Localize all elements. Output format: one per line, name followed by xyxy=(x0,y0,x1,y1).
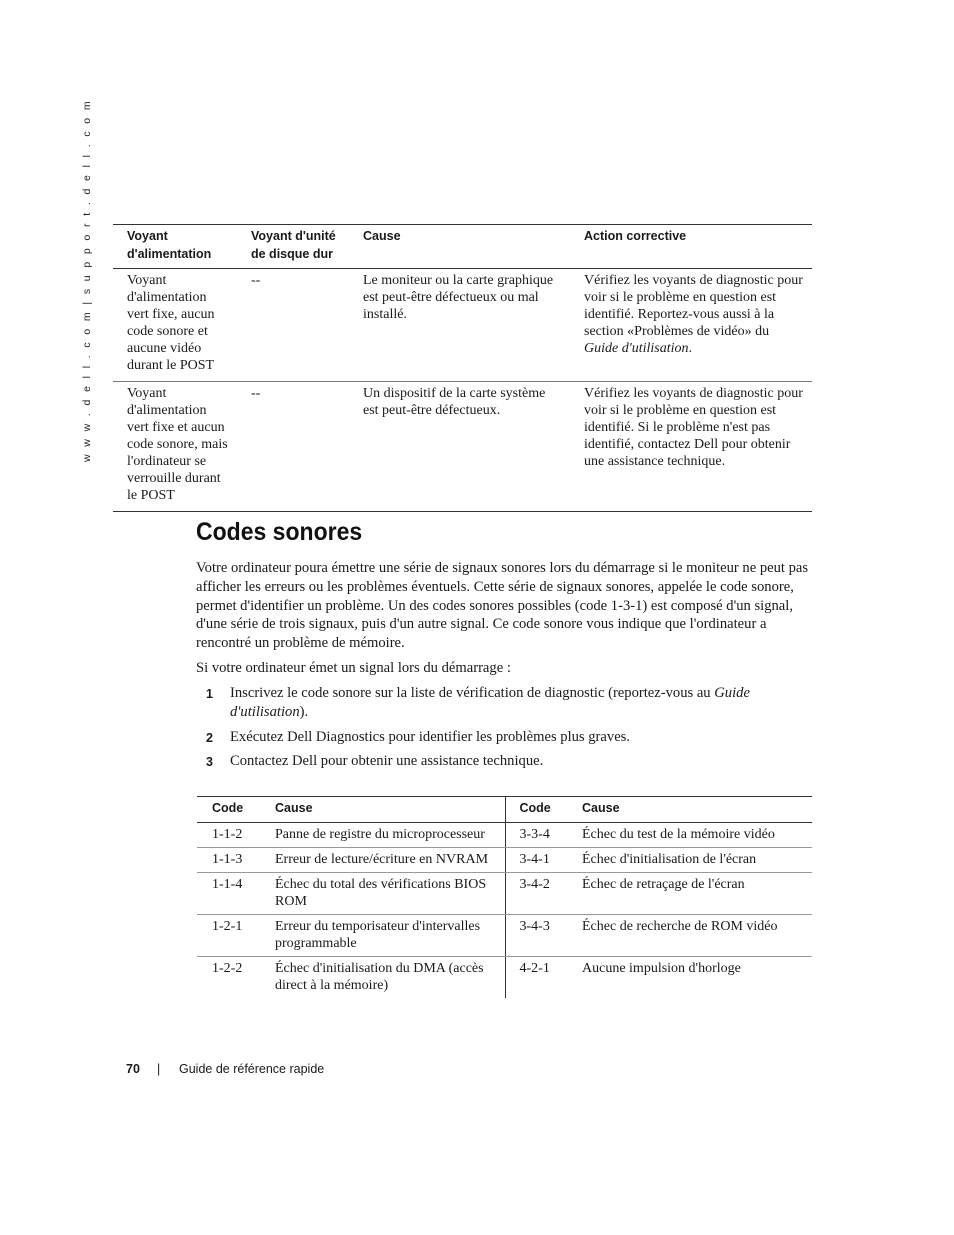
table-cell: Un dispositif de la carte système est peut-être défectueux. xyxy=(349,382,570,512)
step-text: Inscrivez le code sonore sur la liste de vérification de diagnostic (reportez-vous au xyxy=(230,685,715,701)
code-cell: 1-2-2 xyxy=(212,961,243,976)
cause-cell: Erreur du temporisateur d'intervalles programmable xyxy=(267,915,505,957)
code-cell: 4-2-1 xyxy=(505,957,574,999)
guide-reference: Guide d'utilisation xyxy=(584,341,689,356)
step-text: Contactez Dell pour obtenir une assistance technique. xyxy=(230,753,544,770)
column-header: Voyant d'alimentation xyxy=(113,225,237,269)
light-status-table xyxy=(113,224,812,512)
list-item xyxy=(196,684,812,722)
column-header: Code xyxy=(197,797,267,823)
column-header: Voyant d'unité de disque dur xyxy=(237,225,349,269)
column-header: Cause xyxy=(267,797,505,823)
step-number: 2 xyxy=(206,730,213,745)
cause-cell: Panne de registre du microprocesseur xyxy=(267,823,505,848)
step-text: ). xyxy=(299,703,309,720)
cause-cell: Échec de retraçage de l'écran xyxy=(574,873,812,915)
table-header-row xyxy=(197,797,812,823)
cause-cell: Erreur de lecture/écriture en NVRAM xyxy=(267,848,505,873)
cause-cell: Échec du total des vérifications BIOS ROM xyxy=(267,873,505,915)
footer-separator: | xyxy=(157,1062,161,1076)
table-row xyxy=(113,382,812,512)
code-cell: 3-4-3 xyxy=(505,915,574,957)
code-cell: 1-1-3 xyxy=(197,848,267,873)
column-header: Code xyxy=(505,797,574,823)
document-title: Guide de référence rapide xyxy=(179,1062,325,1076)
code-cell: 1-2-1 xyxy=(197,915,267,957)
table-header-row xyxy=(113,225,812,269)
table-cell: Voyant d'alimentation vert fixe et aucun code sonore, mais l'ordinateur se verrouille durant le POST xyxy=(113,382,237,512)
list-item xyxy=(196,752,812,771)
cause-cell: Échec d'initialisation du DMA (accès direct à la mémoire) xyxy=(275,961,484,993)
cell-text: . xyxy=(688,341,692,356)
cell-text: Vérifiez les voyants de diagnostic pour voir si le problème en question est identifié. Reportez-vous aussi à la section «Problèmes de vidéo» du xyxy=(584,273,803,339)
beep-codes-table xyxy=(197,796,812,998)
table-cell: -- xyxy=(237,269,349,382)
guide-reference: Guide d'utilisation xyxy=(230,685,750,720)
code-cell: 1-1-4 xyxy=(197,873,267,915)
list-item xyxy=(196,728,812,747)
table-cell: Vérifiez les voyants de diagnostic pour voir si le problème en question est identifié. Si le problème n'est pas identifié, contactez Dell pour obtenir une assistance technique. xyxy=(570,382,812,512)
table-row xyxy=(113,269,812,382)
table-cell: Voyant d'alimentation vert fixe, aucun code sonore et aucune vidéo durant le POST xyxy=(113,269,237,382)
cause-cell: Échec de recherche de ROM vidéo xyxy=(574,915,812,957)
column-header: Cause xyxy=(574,797,812,823)
table-row xyxy=(197,848,812,873)
code-cell: 3-3-4 xyxy=(505,823,574,848)
section-title: Codes sonores xyxy=(196,518,363,546)
cause-cell: Échec du test de la mémoire vidéo xyxy=(574,823,812,848)
step-number: 1 xyxy=(206,687,213,701)
step-number: 3 xyxy=(206,755,213,770)
code-cell: 3-4-1 xyxy=(505,848,574,873)
code-cell: 1-1-2 xyxy=(197,823,267,848)
table-cell: -- xyxy=(237,382,349,512)
column-header: Cause xyxy=(349,225,570,269)
intro-paragraph: Votre ordinateur poura émettre une série de signaux sonores lors du démarrage si le moniteur ne peut pas afficher les erreurs ou les problèmes éventuels. Cette série de signaux sonores, appelée le code sonore, permet d'identifier un problème. Un des codes sonores possibles (code 1-3-1) est composé d'un signal, d'une série de trois signaux, puis d'un autre signal. Ce code sonore vous indique que l'ordinateur a rencontré un problème de mémoire. xyxy=(196,560,809,652)
instruction-paragraph: Si votre ordinateur émet un signal lors du démarrage : xyxy=(196,660,511,676)
column-header: Action corrective xyxy=(570,225,812,269)
cause-cell: Échec d'initialisation de l'écran xyxy=(574,848,812,873)
code-cell: 3-4-2 xyxy=(505,873,574,915)
cause-cell: Aucune impulsion d'horloge xyxy=(582,961,741,976)
table-row xyxy=(197,873,812,915)
side-url: w w w . d e l l . c o m | s u p p o r t . d e l l . c o m xyxy=(81,98,93,462)
step-text: Exécutez Dell Diagnostics pour identifier les problèmes plus graves. xyxy=(230,728,630,745)
table-row xyxy=(197,823,812,848)
table-row xyxy=(197,915,812,957)
steps-list xyxy=(196,684,812,777)
table-cell xyxy=(570,269,812,382)
page-number: 70 xyxy=(126,1062,140,1076)
table-cell: Le moniteur ou la carte graphique est peut-être défectueux ou mal installé. xyxy=(349,269,570,382)
table-row xyxy=(197,957,812,999)
